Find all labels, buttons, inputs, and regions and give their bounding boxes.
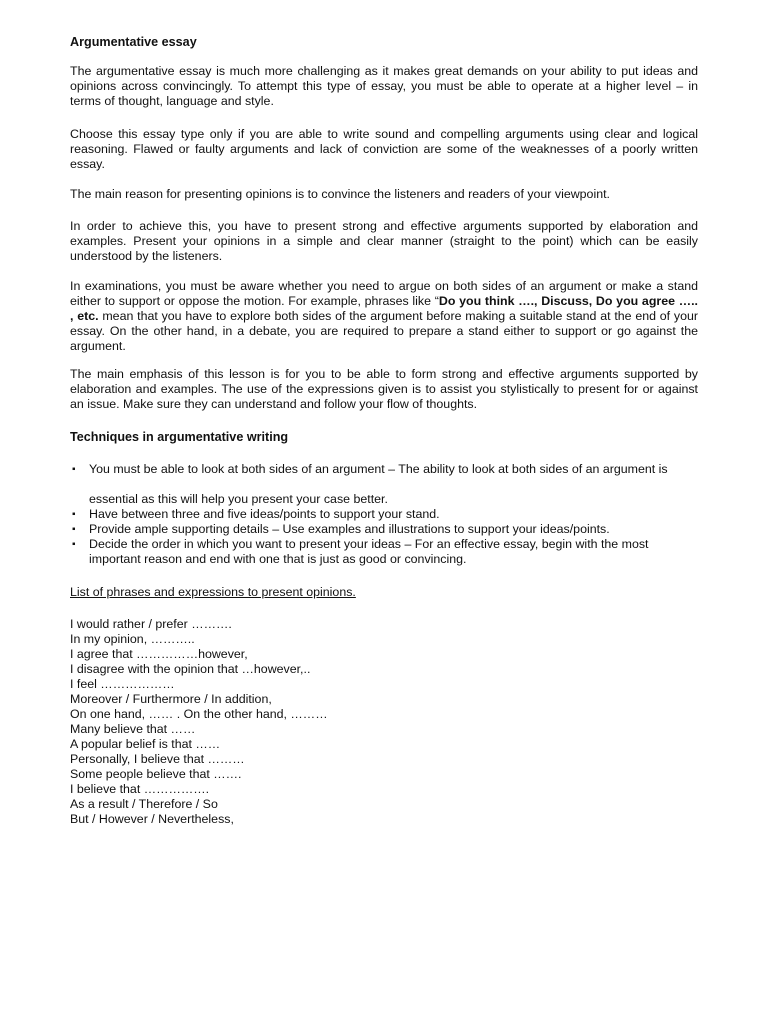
paragraph-essay-type: Choose this essay type only if you are able to write sound and compelling arguments using clear and logical reasoning. Flawed or faulty arguments and lack of conviction are some of the weaknesses of a poorly written essay. <box>70 127 698 171</box>
list-item <box>70 462 698 477</box>
bullet-continuation-text: essential as this will help you present your case better. <box>89 492 388 506</box>
list-item: In my opinion, ……….. <box>70 632 195 646</box>
list-item: Personally, I believe that ……… <box>70 752 245 766</box>
list-item: I disagree with the opinion that …however,.. <box>70 662 311 676</box>
techniques-list-first <box>70 462 698 477</box>
paragraph-main-reason: The main reason for presenting opinions is to convince the listeners and readers of your viewpoint. <box>70 187 610 201</box>
square-bullet-icon: ▪ <box>72 539 76 550</box>
list-item: But / However / Nevertheless, <box>70 812 234 826</box>
list-item <box>70 507 698 522</box>
list-item: I feel ……………… <box>70 677 175 691</box>
paragraph-emphasis: The main emphasis of this lesson is for you to be able to form strong and effective arguments supported by elaboration and examples. The use of the expressions given is to assist you stylistically to present for or against an issue. Make sure they can understand and follow your flow of thoughts. <box>70 367 698 411</box>
techniques-list <box>70 492 698 567</box>
list-item: I agree that ……………however, <box>70 647 248 661</box>
list-item <box>70 492 698 507</box>
techniques-heading: Techniques in argumentative writing <box>70 430 289 444</box>
bullet-text: You must be able to look at both sides of an argument – The ability to look at both sides of an argument is <box>89 462 668 476</box>
document-title: Argumentative essay <box>70 35 197 49</box>
list-item: I believe that ……………. <box>70 782 210 796</box>
list-item: I would rather / prefer ………. <box>70 617 232 631</box>
square-bullet-icon: ▪ <box>72 464 76 475</box>
square-bullet-icon: ▪ <box>72 509 76 520</box>
square-bullet-icon: ▪ <box>72 524 76 535</box>
phrases-heading: List of phrases and expressions to present opinions. <box>70 585 356 599</box>
examinations-text-before: In examinations, you must be aware whether you need to argue on both sides of an argument or make a stand either to support or oppose the motion. For example, phrases like “ <box>70 279 698 308</box>
paragraph-intro: The argumentative essay is much more challenging as it makes great demands on your ability to put ideas and opinions across convincingly. To attempt this type of essay, you must be able to operate at a higher level – in terms of thought, language and style. <box>70 64 698 108</box>
list-item: Moreover / Furthermore / In addition, <box>70 692 272 706</box>
bullet-text: Provide ample supporting details – Use examples and illustrations to support your ideas/points. <box>89 522 610 536</box>
paragraph-examinations <box>70 279 698 354</box>
list-item <box>70 522 698 537</box>
bullet-text: Decide the order in which you want to present your ideas – For an effective essay, begin with the most important reason and end with one that is just as good or convincing. <box>89 537 649 566</box>
list-item: A popular belief is that …… <box>70 737 221 751</box>
list-item: As a result / Therefore / So <box>70 797 218 811</box>
list-item: Some people believe that ……. <box>70 767 242 781</box>
examinations-text-after: mean that you have to explore both sides of the argument before making a suitable stand at the end of your essay. On the other hand, in a debate, you are required to prepare a stand either to support or go against the argument. <box>70 309 698 353</box>
paragraph-achieve: In order to achieve this, you have to present strong and effective arguments supported by elaboration and examples. Present your opinions in a simple and clear manner (straight to the point) which can be easily understood by the listeners. <box>70 219 698 263</box>
list-item: On one hand, …… . On the other hand, ……… <box>70 707 328 721</box>
phrases-list <box>70 617 698 827</box>
bullet-text: Have between three and five ideas/points to support your stand. <box>89 507 440 521</box>
list-item <box>70 537 698 567</box>
list-item: Many believe that …… <box>70 722 196 736</box>
examinations-example-phrases: Do you think …., Discuss, Do you agree ….. , etc. <box>70 294 699 323</box>
